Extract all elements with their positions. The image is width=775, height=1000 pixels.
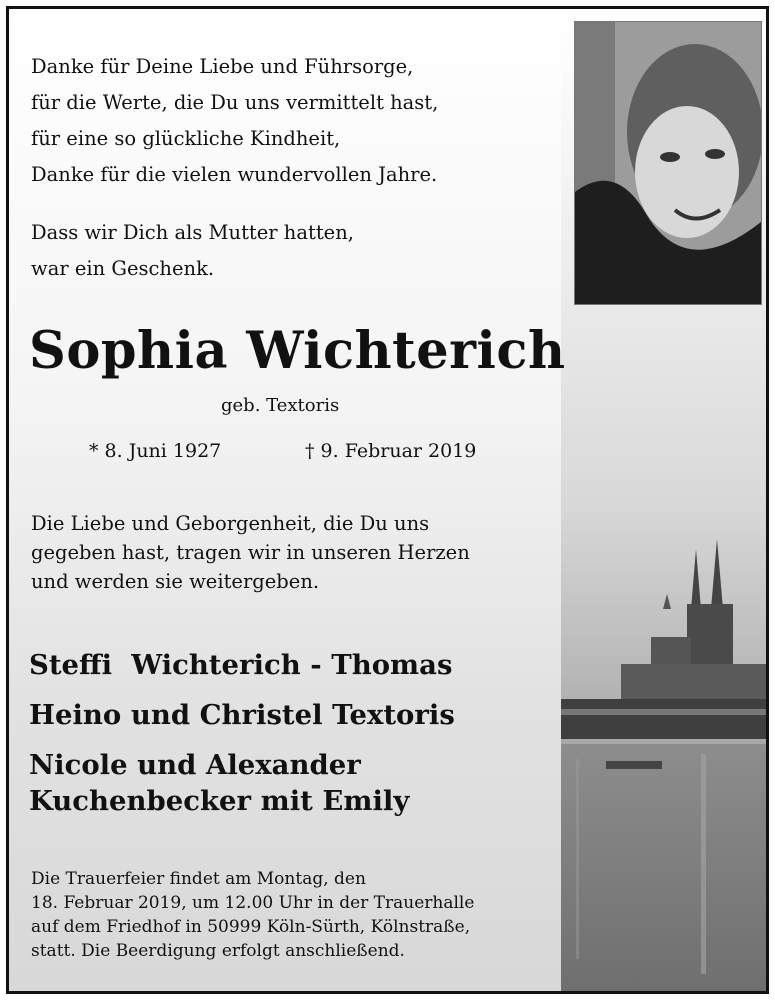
mourners-list [29, 647, 455, 819]
memorial-text [31, 509, 470, 596]
mourner-line: Nicole und Alexander [29, 749, 361, 781]
closing-verse [31, 215, 354, 287]
verse-line: für eine so glückliche Kindheit, [31, 127, 341, 150]
verse-line: Danke für Deine Liebe und Führsorge, [31, 55, 414, 78]
verse-line: für die Werte, die Du uns vermittelt hast, [31, 91, 439, 114]
mourner-line: Kuchenbecker mit Emily [29, 785, 410, 817]
service-line: auf dem Friedhof in 50999 Köln-Sürth, Kölnstraße, [31, 917, 471, 937]
obituary-notice [6, 6, 769, 994]
verse-line: Danke für die vielen wundervollen Jahre. [31, 163, 438, 186]
mourner-line: Steffi Wichterich - Thomas [29, 649, 453, 681]
portrait-silhouette [575, 22, 761, 304]
memorial-line: Die Liebe und Geborgenheit, die Du uns [31, 512, 430, 535]
portrait-photo [574, 21, 762, 305]
service-line: Die Trauerfeier findet am Montag, den [31, 869, 366, 889]
funeral-service-info [31, 867, 474, 963]
verse-line: Dass wir Dich als Mutter hatten, [31, 221, 354, 244]
maiden-name: geb. Textoris [221, 395, 340, 416]
mourner-line: Heino und Christel Textoris [29, 699, 455, 731]
service-line: statt. Die Beerdigung erfolgt anschließend. [31, 941, 405, 961]
memorial-line: gegeben hast, tragen wir in unseren Herzen [31, 541, 470, 564]
opening-verse [31, 49, 438, 193]
memorial-line: und werden sie weitergeben. [31, 570, 320, 593]
deceased-name: Sophia Wichterich [29, 321, 566, 381]
death-date: † 9. Februar 2019 [305, 440, 477, 462]
verse-line: war ein Geschenk. [31, 257, 215, 280]
birth-date: * 8. Juni 1927 [89, 440, 222, 462]
service-line: 18. Februar 2019, um 12.00 Uhr in der Trauerhalle [31, 893, 475, 913]
